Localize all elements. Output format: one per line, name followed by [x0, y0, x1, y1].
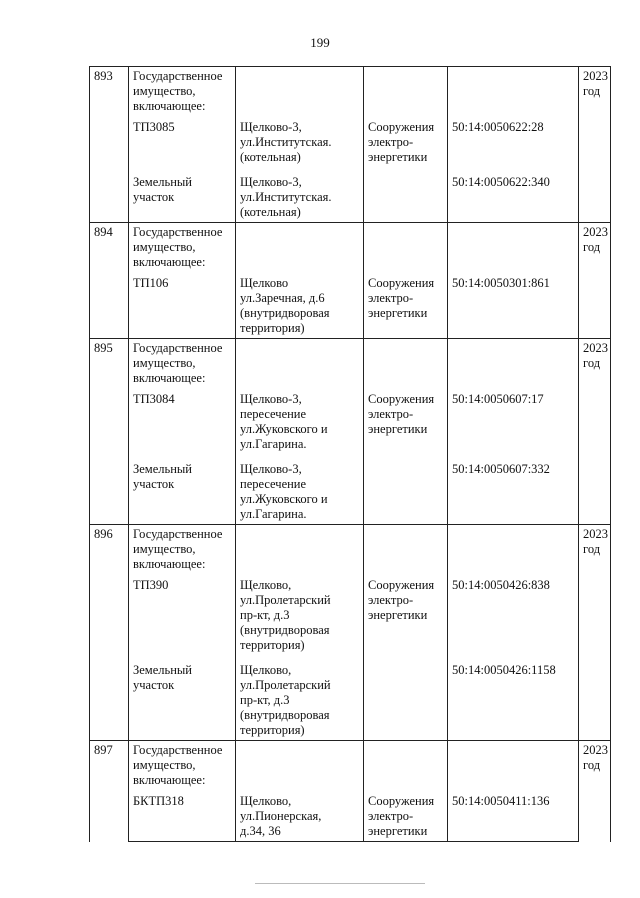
row-number: 894	[90, 223, 129, 339]
item-purpose-cell	[364, 663, 448, 741]
item-purpose: Сооружения электро- энергетики	[368, 794, 435, 838]
empty-cadastral-cell	[448, 67, 579, 121]
item-cadastral-number-cell	[448, 392, 579, 462]
year-cell	[579, 67, 611, 223]
item-name-cell	[129, 392, 236, 462]
empty-address-cell	[236, 67, 364, 121]
item-cadastral-number: 50:14:0050607:332	[452, 462, 550, 476]
year-cell	[579, 339, 611, 525]
item-purpose-cell	[364, 120, 448, 175]
group-header-row	[90, 223, 611, 277]
empty-address-cell	[236, 741, 364, 795]
year-text: 2023 год	[583, 743, 608, 772]
empty-purpose-cell	[364, 223, 448, 277]
item-name: ТП390	[133, 578, 169, 592]
year-cell	[579, 223, 611, 339]
empty-cadastral-cell	[448, 525, 579, 579]
group-header-row	[90, 67, 611, 121]
page-number: 199	[310, 35, 330, 50]
empty-cadastral-cell	[448, 339, 579, 393]
group-header-text: Государственное имущество, включающее:	[133, 69, 223, 113]
item-address-cell	[236, 276, 364, 339]
item-name: ТП3084	[133, 392, 175, 406]
item-row	[90, 794, 611, 842]
empty-purpose-cell	[364, 741, 448, 795]
year-text: 2023 год	[583, 341, 608, 370]
group-header-cell	[129, 339, 236, 393]
item-address-cell	[236, 392, 364, 462]
item-row	[90, 276, 611, 339]
item-name: Земельный участок	[133, 663, 192, 692]
item-cadastral-number: 50:14:0050622:340	[452, 175, 550, 189]
item-purpose-cell	[364, 462, 448, 525]
row-number: 893	[90, 67, 129, 223]
group-header-cell	[129, 741, 236, 795]
item-cadastral-number: 50:14:0050411:136	[452, 794, 550, 808]
item-address: Щелково-3, пересечение ул.Жуковского и ул.Гагарина.	[240, 462, 328, 521]
item-name-cell	[129, 578, 236, 663]
group-header-text: Государственное имущество, включающее:	[133, 743, 223, 787]
item-name: Земельный участок	[133, 462, 192, 491]
item-cadastral-number: 50:14:0050622:28	[452, 120, 544, 134]
empty-address-cell	[236, 223, 364, 277]
item-address-cell	[236, 120, 364, 175]
item-name-cell	[129, 276, 236, 339]
item-cadastral-number-cell	[448, 578, 579, 663]
item-name-cell	[129, 663, 236, 741]
item-name: ТП3085	[133, 120, 175, 134]
item-address: Щелково, ул.Пионерская, д.34, 36	[240, 794, 322, 838]
item-name-cell	[129, 794, 236, 842]
year-cell	[579, 525, 611, 741]
year-text: 2023 год	[583, 527, 608, 556]
row-number: 897	[90, 741, 129, 842]
empty-purpose-cell	[364, 339, 448, 393]
item-address-cell	[236, 663, 364, 741]
footer-divider	[255, 883, 425, 884]
item-row	[90, 663, 611, 741]
group-header-text: Государственное имущество, включающее:	[133, 225, 223, 269]
item-purpose-cell	[364, 794, 448, 842]
item-name: Земельный участок	[133, 175, 192, 204]
item-name-cell	[129, 120, 236, 175]
item-row	[90, 462, 611, 525]
item-address: Щелково-3, пересечение ул.Жуковского и ул.Гагарина.	[240, 392, 328, 451]
item-purpose: Сооружения электро- энергетики	[368, 120, 435, 164]
item-cadastral-number-cell	[448, 462, 579, 525]
item-address: Щелково ул.Заречная, д.6 (внутридворовая территория)	[240, 276, 330, 335]
item-purpose-cell	[364, 276, 448, 339]
item-purpose-cell	[364, 578, 448, 663]
group-header-row	[90, 339, 611, 393]
item-address-cell	[236, 175, 364, 223]
item-address-cell	[236, 794, 364, 842]
item-address: Щелково, ул.Пролетарский пр-кт, д.3 (внутридворовая территория)	[240, 578, 331, 652]
item-cadastral-number-cell	[448, 120, 579, 175]
item-address: Щелково-3, ул.Институтская. (котельная)	[240, 120, 332, 164]
group-header-text: Государственное имущество, включающее:	[133, 341, 223, 385]
item-address-cell	[236, 462, 364, 525]
item-name: БКТП318	[133, 794, 184, 808]
group-header-cell	[129, 525, 236, 579]
item-cadastral-number-cell	[448, 276, 579, 339]
group-header-cell	[129, 67, 236, 121]
group-header-cell	[129, 223, 236, 277]
item-purpose: Сооружения электро- энергетики	[368, 392, 435, 436]
empty-purpose-cell	[364, 67, 448, 121]
group-header-row	[90, 741, 611, 795]
item-cadastral-number-cell	[448, 175, 579, 223]
item-row	[90, 175, 611, 223]
group-header-row	[90, 525, 611, 579]
year-cell	[579, 741, 611, 842]
empty-cadastral-cell	[448, 223, 579, 277]
year-text: 2023 год	[583, 225, 608, 254]
item-cadastral-number-cell	[448, 663, 579, 741]
row-number: 896	[90, 525, 129, 741]
empty-cadastral-cell	[448, 741, 579, 795]
item-address: Щелково, ул.Пролетарский пр-кт, д.3 (внутридворовая территория)	[240, 663, 331, 737]
item-name-cell	[129, 175, 236, 223]
year-text: 2023 год	[583, 69, 608, 98]
item-purpose: Сооружения электро- энергетики	[368, 578, 435, 622]
item-name: ТП106	[133, 276, 169, 290]
item-purpose-cell	[364, 392, 448, 462]
empty-address-cell	[236, 339, 364, 393]
empty-purpose-cell	[364, 525, 448, 579]
item-cadastral-number: 50:14:0050426:1158	[452, 663, 556, 677]
item-row	[90, 120, 611, 175]
item-address: Щелково-3, ул.Институтская. (котельная)	[240, 175, 332, 219]
row-number: 895	[90, 339, 129, 525]
item-name-cell	[129, 462, 236, 525]
item-cadastral-number: 50:14:0050426:838	[452, 578, 550, 592]
item-cadastral-number: 50:14:0050301:861	[452, 276, 550, 290]
item-address-cell	[236, 578, 364, 663]
registry-body	[90, 67, 611, 842]
empty-address-cell	[236, 525, 364, 579]
group-header-text: Государственное имущество, включающее:	[133, 527, 223, 571]
property-registry-table	[89, 66, 611, 842]
item-cadastral-number: 50:14:0050607:17	[452, 392, 544, 406]
item-cadastral-number-cell	[448, 794, 579, 842]
item-purpose: Сооружения электро- энергетики	[368, 276, 435, 320]
item-row	[90, 392, 611, 462]
item-purpose-cell	[364, 175, 448, 223]
item-row	[90, 578, 611, 663]
